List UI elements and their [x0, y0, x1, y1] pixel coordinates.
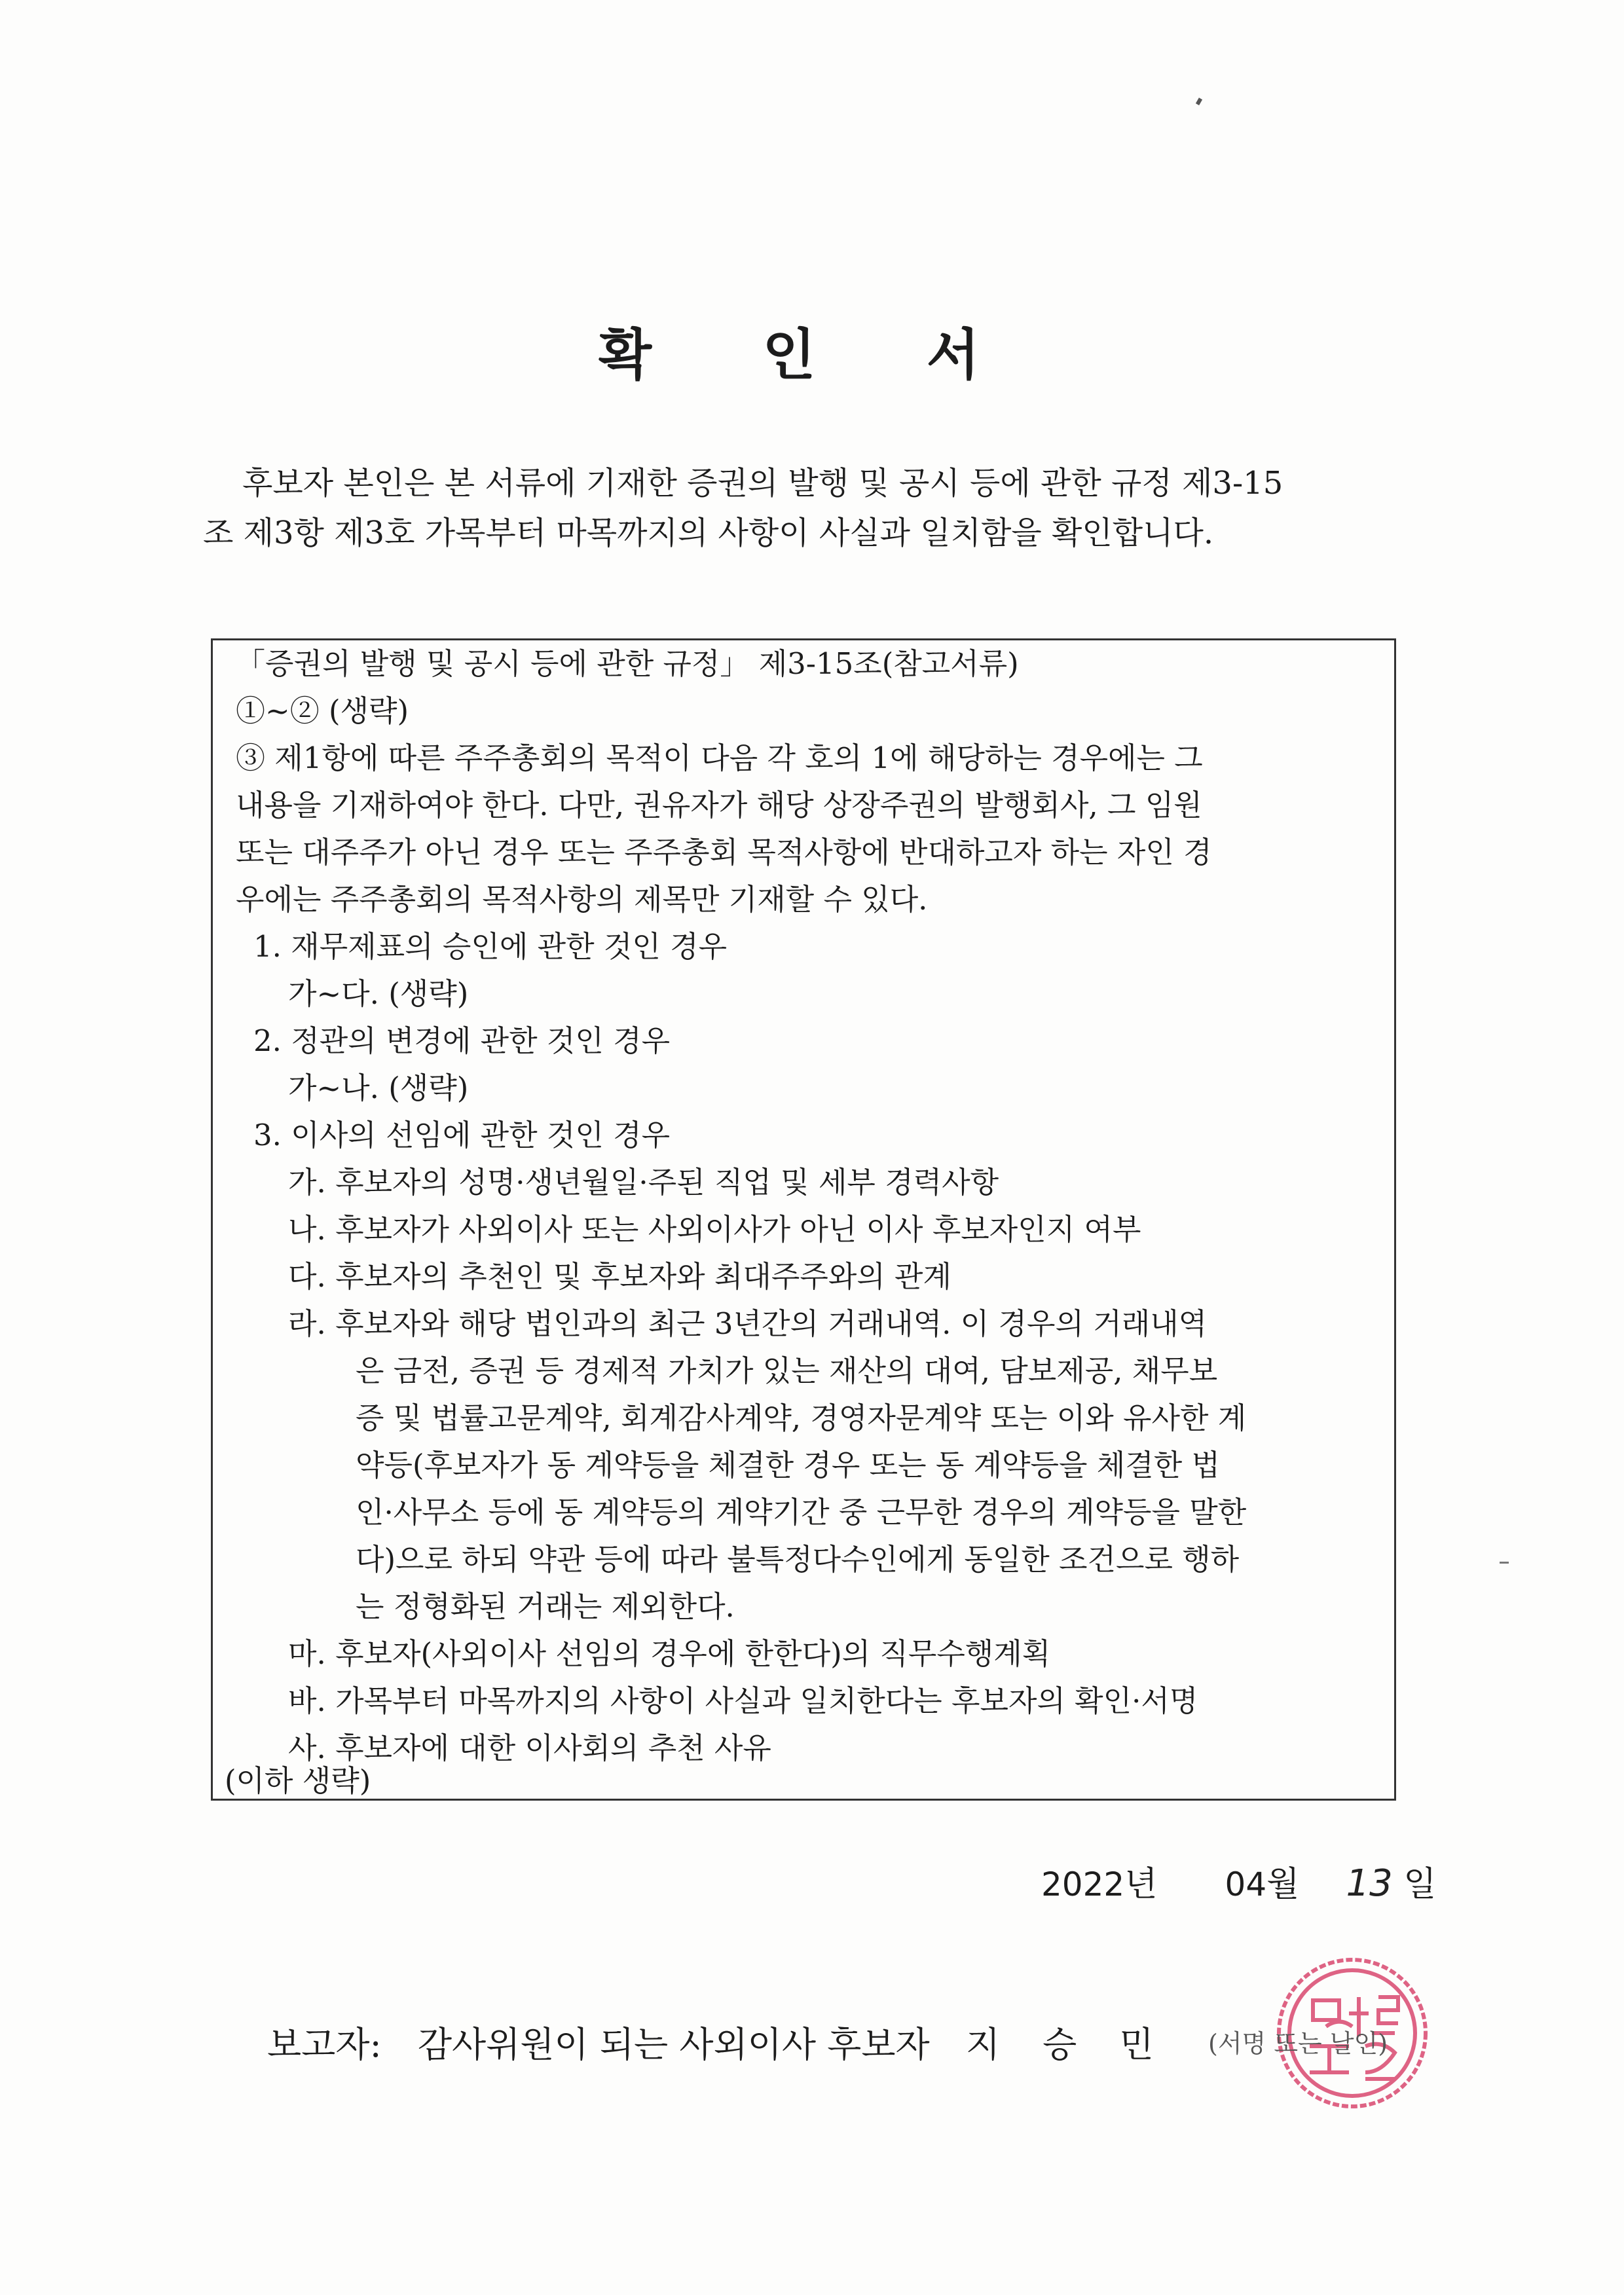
regulation-subitem: 가~다. (생략) [288, 976, 469, 1011]
regulation-item: 3. 이사의 선임에 관한 것인 경우 [253, 1118, 671, 1152]
regulation-subitem: 다. 후보자의 추천인 및 후보자와 최대주주와의 관계 [288, 1259, 952, 1294]
signature-date [1041, 1856, 1437, 1905]
regulation-item: 2. 정관의 변경에 관한 것인 경우 [253, 1023, 671, 1058]
date-day-handwritten: 13 [1346, 1862, 1393, 1905]
reporter-label: 보고자: [267, 2024, 382, 2065]
intro-line: 조 제3항 제3호 가목부터 마목까지의 사항이 사실과 일치함을 확인합니다. [203, 515, 1214, 551]
reporter-name: 지 승 민 [965, 2024, 1170, 2065]
regulation-subitem: 마. 후보자(사외이사 선임의 경우에 한한다)의 직무수행계획 [288, 1636, 1051, 1671]
regulation-box [211, 638, 1396, 1801]
date-month: 04 [1225, 1865, 1267, 1903]
scan-speck [1500, 1562, 1509, 1564]
intro-paragraph [203, 458, 1434, 558]
date-day-unit: 일 [1403, 1865, 1437, 1904]
regulation-subitem: 가~나. (생략) [288, 1071, 469, 1105]
regulation-subitem-cont: 증 및 법률고문계약, 회계감사계약, 경영자문계약 또는 이와 유사한 계 [356, 1401, 1247, 1435]
regulation-subitem-cont: 인·사무소 등에 동 계약등의 계약기간 중 근무한 경우의 계약등을 말한 [356, 1495, 1247, 1530]
regulation-line: 우에는 주주총회의 목적사항의 제목만 기재할 수 있다. [236, 882, 928, 917]
regulation-subitem: 바. 가목부터 마목까지의 사항이 사실과 일치한다는 후보자의 확인·서명 [288, 1683, 1198, 1718]
document-title: 확 인 서 [599, 322, 1025, 387]
date-month-unit: 월 [1266, 1865, 1300, 1904]
regulation-subitem: 나. 후보자가 사외이사 또는 사외이사가 아닌 이사 후보자인지 여부 [288, 1212, 1141, 1247]
regulation-omitted: (이하 생략) [225, 1763, 371, 1798]
regulation-line: ③ 제1항에 따른 주주총회의 목적이 다음 각 호의 1에 해당하는 경우에는 그 [236, 741, 1203, 775]
regulation-subitem-cont: 는 정형화된 거래는 제외한다. [356, 1589, 735, 1624]
regulation-subitem-cont: 은 금전, 증권 등 경제적 가치가 있는 재산의 대여, 담보제공, 채무보 [356, 1353, 1218, 1388]
reporter-role: 감사위원이 되는 사외이사 후보자 [417, 2024, 930, 2065]
date-year: 2022 [1041, 1865, 1125, 1903]
regulation-subitem-cont: 다)으로 하되 약관 등에 따라 불특정다수인에게 동일한 조건으로 행하 [356, 1542, 1240, 1577]
intro-line: 후보자 본인은 본 서류에 기재한 증권의 발행 및 공시 등에 관한 규정 제3-15 [242, 465, 1283, 502]
regulation-line: ①~② (생략) [236, 693, 409, 728]
regulation-subitem-cont: 약등(후보자가 동 계약등을 체결한 경우 또는 동 계약등을 체결한 법 [356, 1448, 1220, 1482]
regulation-subitem: 라. 후보자와 해당 법인과의 최근 3년간의 거래내역. 이 경우의 거래내역 [288, 1306, 1208, 1341]
regulation-heading: 「증권의 발행 및 공시 등에 관한 규정」 제3-15조(참고서류) [236, 646, 1019, 681]
reporter-line [267, 2017, 1170, 2067]
regulation-line: 내용을 기재하여야 한다. 다만, 권유자가 해당 상장주권의 발행회사, 그 임원 [236, 788, 1202, 822]
scan-speck [1196, 98, 1202, 105]
date-year-unit: 년 [1124, 1865, 1158, 1904]
regulation-item: 1. 재무제표의 승인에 관한 것인 경우 [253, 929, 728, 964]
regulation-line: 또는 대주주가 아닌 경우 또는 주주총회 목적사항에 반대하고자 하는 자인 경 [236, 835, 1212, 870]
signature-note: (서명 또는 날인) [1208, 2029, 1388, 2058]
regulation-subitem: 가. 후보자의 성명·생년월일·주된 직업 및 세부 경력사항 [288, 1165, 999, 1200]
regulation-subitem: 사. 후보자에 대한 이사회의 추천 사유 [288, 1731, 771, 1765]
